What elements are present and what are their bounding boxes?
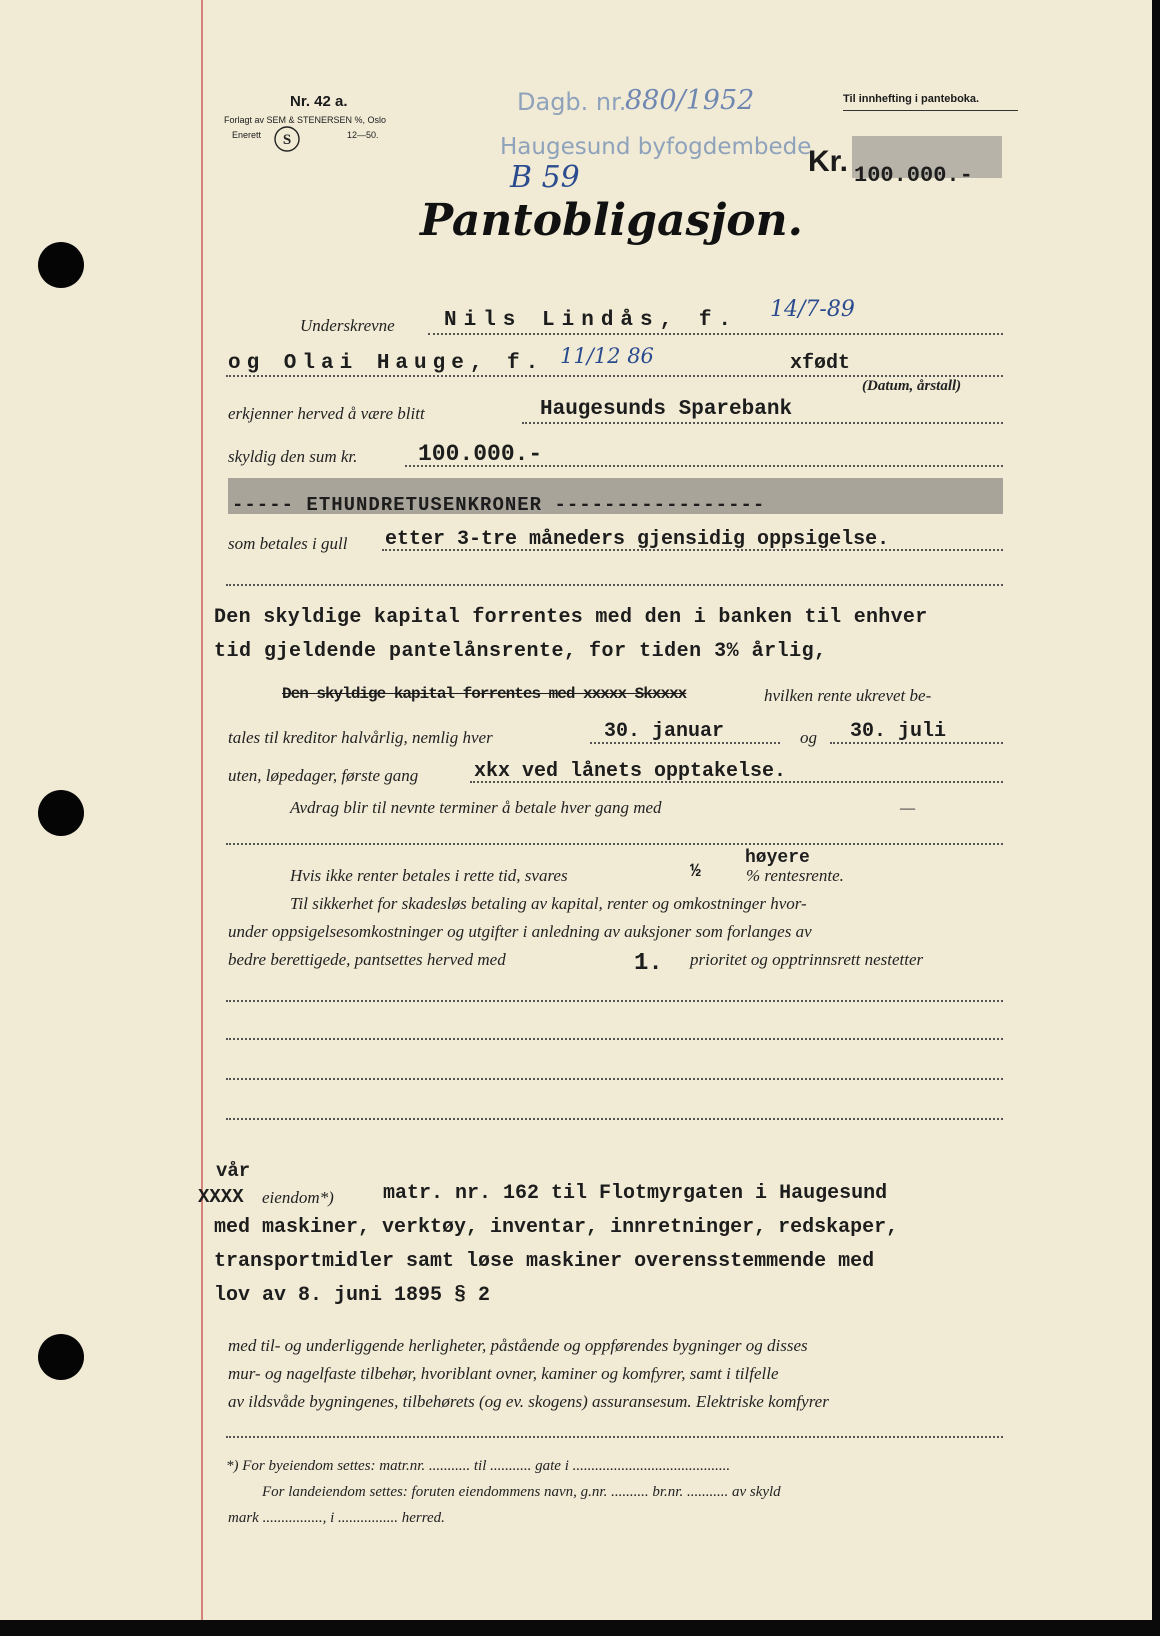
second-term-date: 30. juli: [850, 720, 947, 743]
appurtenances-1: med til- og underliggende herligheter, påstående og oppførendes bygninger og disses: [228, 1336, 808, 1355]
payable-terms: etter 3-tre måneders gjensidig oppsigelse.: [385, 528, 890, 551]
amount-in-words: ----- ETHUNDRETUSENKRONER -----------------: [232, 494, 766, 516]
undersigned-line: [428, 333, 1003, 335]
acknowledge-label: erkjenner herved å være blitt: [228, 404, 425, 423]
court-stamp: Haugesund byfogdembede: [500, 134, 812, 160]
first-time-value: xkx ved lånets opptakelse.: [474, 760, 787, 783]
penalty-label: Hvis ikke renter betales i rette tid, svares: [290, 866, 568, 885]
property-line-2: med maskiner, verktøy, inventar, innretninger, redskaper,: [214, 1216, 899, 1239]
dagb-number: 880/1952: [625, 85, 755, 116]
dagb-label: Dagb. nr.: [517, 88, 627, 116]
priority-value: 1.: [634, 950, 663, 977]
creditor-line: [522, 422, 1003, 424]
scan-border: [0, 1620, 1160, 1636]
installment-line: [226, 843, 1003, 845]
blank-line: [226, 584, 1003, 586]
penalty-higher: høyere: [745, 848, 810, 868]
installment-label: Avdrag blir til nevnte terminer å betale hver gang med: [290, 798, 662, 817]
penalty-suffix: % rentesrente.: [746, 866, 844, 885]
document-title: Pantobligasjon.: [420, 195, 803, 246]
security-clause-3: bedre berettigede, pantsettes herved med: [228, 950, 506, 969]
appurtenances-2: mur- og nagelfaste tilbehør, hvoriblant ovner, kaminer og komfyrer, samt i tilfelle: [228, 1364, 779, 1383]
interest-form-2: tales til kreditor halvårlig, nemlig hver: [228, 728, 493, 747]
punch-hole: [38, 1334, 84, 1380]
first-time-line: [470, 781, 1003, 783]
first-term-line: [590, 742, 780, 744]
undersigned-birthdate: 14/7-89: [770, 297, 855, 322]
security-clause-2: under oppsigelsesomkostninger og utgifter i anledning av auksjoner som forlanges av: [228, 922, 812, 941]
owing-line: [405, 465, 1003, 467]
owing-amount: 100.000.-: [418, 441, 543, 467]
co-signer-line: [226, 375, 1003, 377]
form-number: Nr. 42 a.: [290, 93, 348, 110]
punch-hole: [38, 242, 84, 288]
appurtenances-3: av ildsvåde bygningenes, tilbehørets (og ev. skogens) assuransesum. Elektriske komfyrer: [228, 1392, 829, 1411]
interest-clause-2: tid gjeldende pantelånsrente, for tiden 3% årlig,: [214, 640, 827, 663]
born-struck: xfødt: [790, 352, 851, 375]
scan-border: [1152, 0, 1160, 1636]
co-signer-name: og Olai Hauge, f.: [228, 352, 545, 375]
undersigned-name: Nils Lindås, f.: [444, 309, 739, 332]
first-time-label: uten, løpedager, første gang: [228, 766, 419, 785]
footnote-2: For landeiendom settes: foruten eiendommens navn, g.nr. .......... br.nr. ........... av skyld: [262, 1484, 781, 1500]
and-label: og: [800, 728, 817, 747]
blank-line: [226, 1000, 1003, 1002]
co-signer-birthdate: 11/12 86: [560, 344, 654, 368]
undersigned-label: Underskrevne: [300, 316, 395, 335]
property-line-4: lov av 8. juni 1895 § 2: [214, 1284, 491, 1307]
punch-hole: [38, 790, 84, 836]
first-term-date: 30. januar: [604, 720, 725, 743]
blank-line: [226, 1436, 1003, 1438]
svg-text:S: S: [282, 132, 292, 148]
owing-label: skyldig den sum kr.: [228, 447, 358, 466]
blank-line: [226, 1038, 1003, 1040]
reference-note: B 59: [510, 160, 580, 195]
publisher-line: Forlagt av SEM & STENERSEN %, Oslo: [224, 115, 387, 125]
security-clause-3-tail: prioritet og opptrinnsrett nestetter: [690, 950, 924, 969]
property-prefix-handwritten: vår: [216, 1160, 251, 1182]
blank-line: [226, 1118, 1003, 1120]
property-label: eiendom*): [262, 1188, 334, 1207]
kr-label: Kr.: [808, 145, 849, 178]
struck-interest-text: Den skyldige kapital forrentes med xxxxx Skxxxx: [282, 685, 687, 703]
header-amount: 100.000.-: [854, 163, 973, 188]
security-clause-1: Til sikkerhet for skadesløs betaling av kapital, renter og omkostninger hvor-: [290, 894, 807, 913]
payable-line: [382, 549, 1003, 551]
property-line-3: transportmidler samt løse maskiner overensstemmende med: [214, 1250, 875, 1273]
penalty-rate: ½: [690, 862, 701, 882]
second-term-line: [830, 742, 1003, 744]
binding-underline: [843, 110, 1018, 111]
interest-clause-1: Den skyldige kapital forrentes med den i banken til enhver: [214, 606, 928, 629]
margin-rule: [201, 0, 203, 1620]
property-line-1: matr. nr. 162 til Flotmyrgaten i Haugesund: [383, 1182, 888, 1205]
datum-label: (Datum, årstall): [862, 378, 962, 394]
publisher-date: 12—50.: [347, 130, 379, 140]
installment-value: —: [900, 798, 916, 817]
property-prefix-struck: XXXX: [198, 1186, 244, 1208]
footnote-3: mark ................, i ................ herred.: [228, 1510, 445, 1526]
footnote-1: *) For byeiendom settes: matr.nr. ........... til ........... gate i ..........................................: [226, 1458, 731, 1474]
binding-note: Til innhefting i panteboka.: [843, 93, 980, 105]
publisher-logo-icon: [272, 124, 302, 154]
payable-label: som betales i gull: [228, 534, 348, 553]
publisher-rights: Enerett: [232, 130, 262, 140]
interest-form-1: hvilken rente ukrevet be-: [764, 686, 932, 705]
creditor-name: Haugesunds Sparebank: [540, 398, 793, 421]
blank-line: [226, 1078, 1003, 1080]
